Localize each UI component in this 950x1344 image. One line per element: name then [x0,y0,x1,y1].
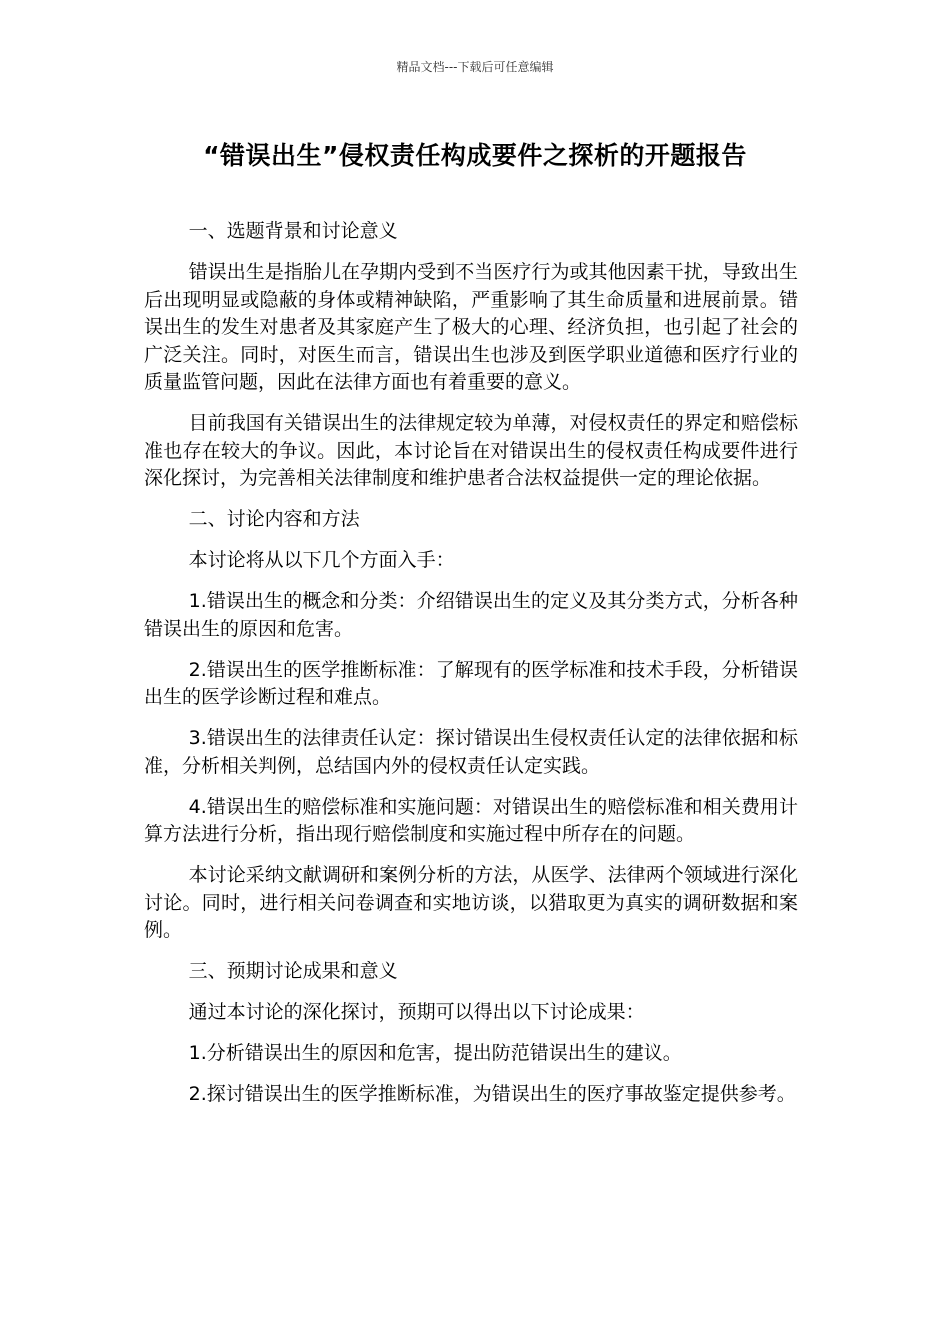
paragraph: 本讨论将从以下几个方面入手： [188,549,455,571]
section-heading: 三、预期讨论成果和意义 [188,960,398,982]
section-heading: 一、选题背景和讨论意义 [188,220,398,242]
list-item: 2.探讨错误出生的医学推断标准，为错误出生的医疗事故鉴定提供参考。 [188,1083,796,1105]
paragraph: 通过本讨论的深化探讨，预期可以得出以下讨论成果： [188,1001,645,1023]
document-body [144,218,798,1122]
list-item: 2.错误出生的医学推断标准：了解现有的医学标准和技术手段，分析错误出生的医学诊断过程和难点。 [144,658,798,708]
paragraph: 本讨论采纳文献调研和案例分析的方法，从医学、法律两个领域进行深化讨论。同时，进行相关问卷调查和实地访谈，以猎取更为真实的调研数据和案例。 [144,864,798,941]
list-item: 3.错误出生的法律责任认定：探讨错误出生侵权责任认定的法律依据和标准，分析相关判例，总结国内外的侵权责任认定实践。 [144,727,798,777]
list-item: 1.错误出生的概念和分类：介绍错误出生的定义及其分类方式，分析各种错误出生的原因和危害。 [144,590,798,640]
list-item: 4.错误出生的赔偿标准和实施问题：对错误出生的赔偿标准和相关费用计算方法进行分析，指出现行赔偿制度和实施过程中所存在的问题。 [144,795,798,845]
section-heading: 二、讨论内容和方法 [188,508,360,530]
paragraph: 错误出生是指胎儿在孕期内受到不当医疗行为或其他因素干扰，导致出生后出现明显或隐蔽的身体或精神缺陷，严重影响了其生命质量和进展前景。错误出生的发生对患者及其家庭产生了极大的心理、经济负担，也引起了社会的广泛关注。同时，对医生而言，错误出生也涉及到医学职业道德和医疗行业的质量监管问题，因此在法律方面也有着重要的意义。 [144,261,798,393]
page-header: 精品文档---下载后可任意编辑 [396,60,554,74]
document-title: “错误出生”侵权责任构成要件之探析的开题报告 [203,141,747,170]
paragraph: 目前我国有关错误出生的法律规定较为单薄，对侵权责任的界定和赔偿标准也存在较大的争议。因此，本讨论旨在对错误出生的侵权责任构成要件进行深化探讨，为完善相关法律制度和维护患者合法权益提供一定的理论依据。 [144,412,798,489]
list-item: 1.分析错误出生的原因和危害，提出防范错误出生的建议。 [188,1042,682,1064]
